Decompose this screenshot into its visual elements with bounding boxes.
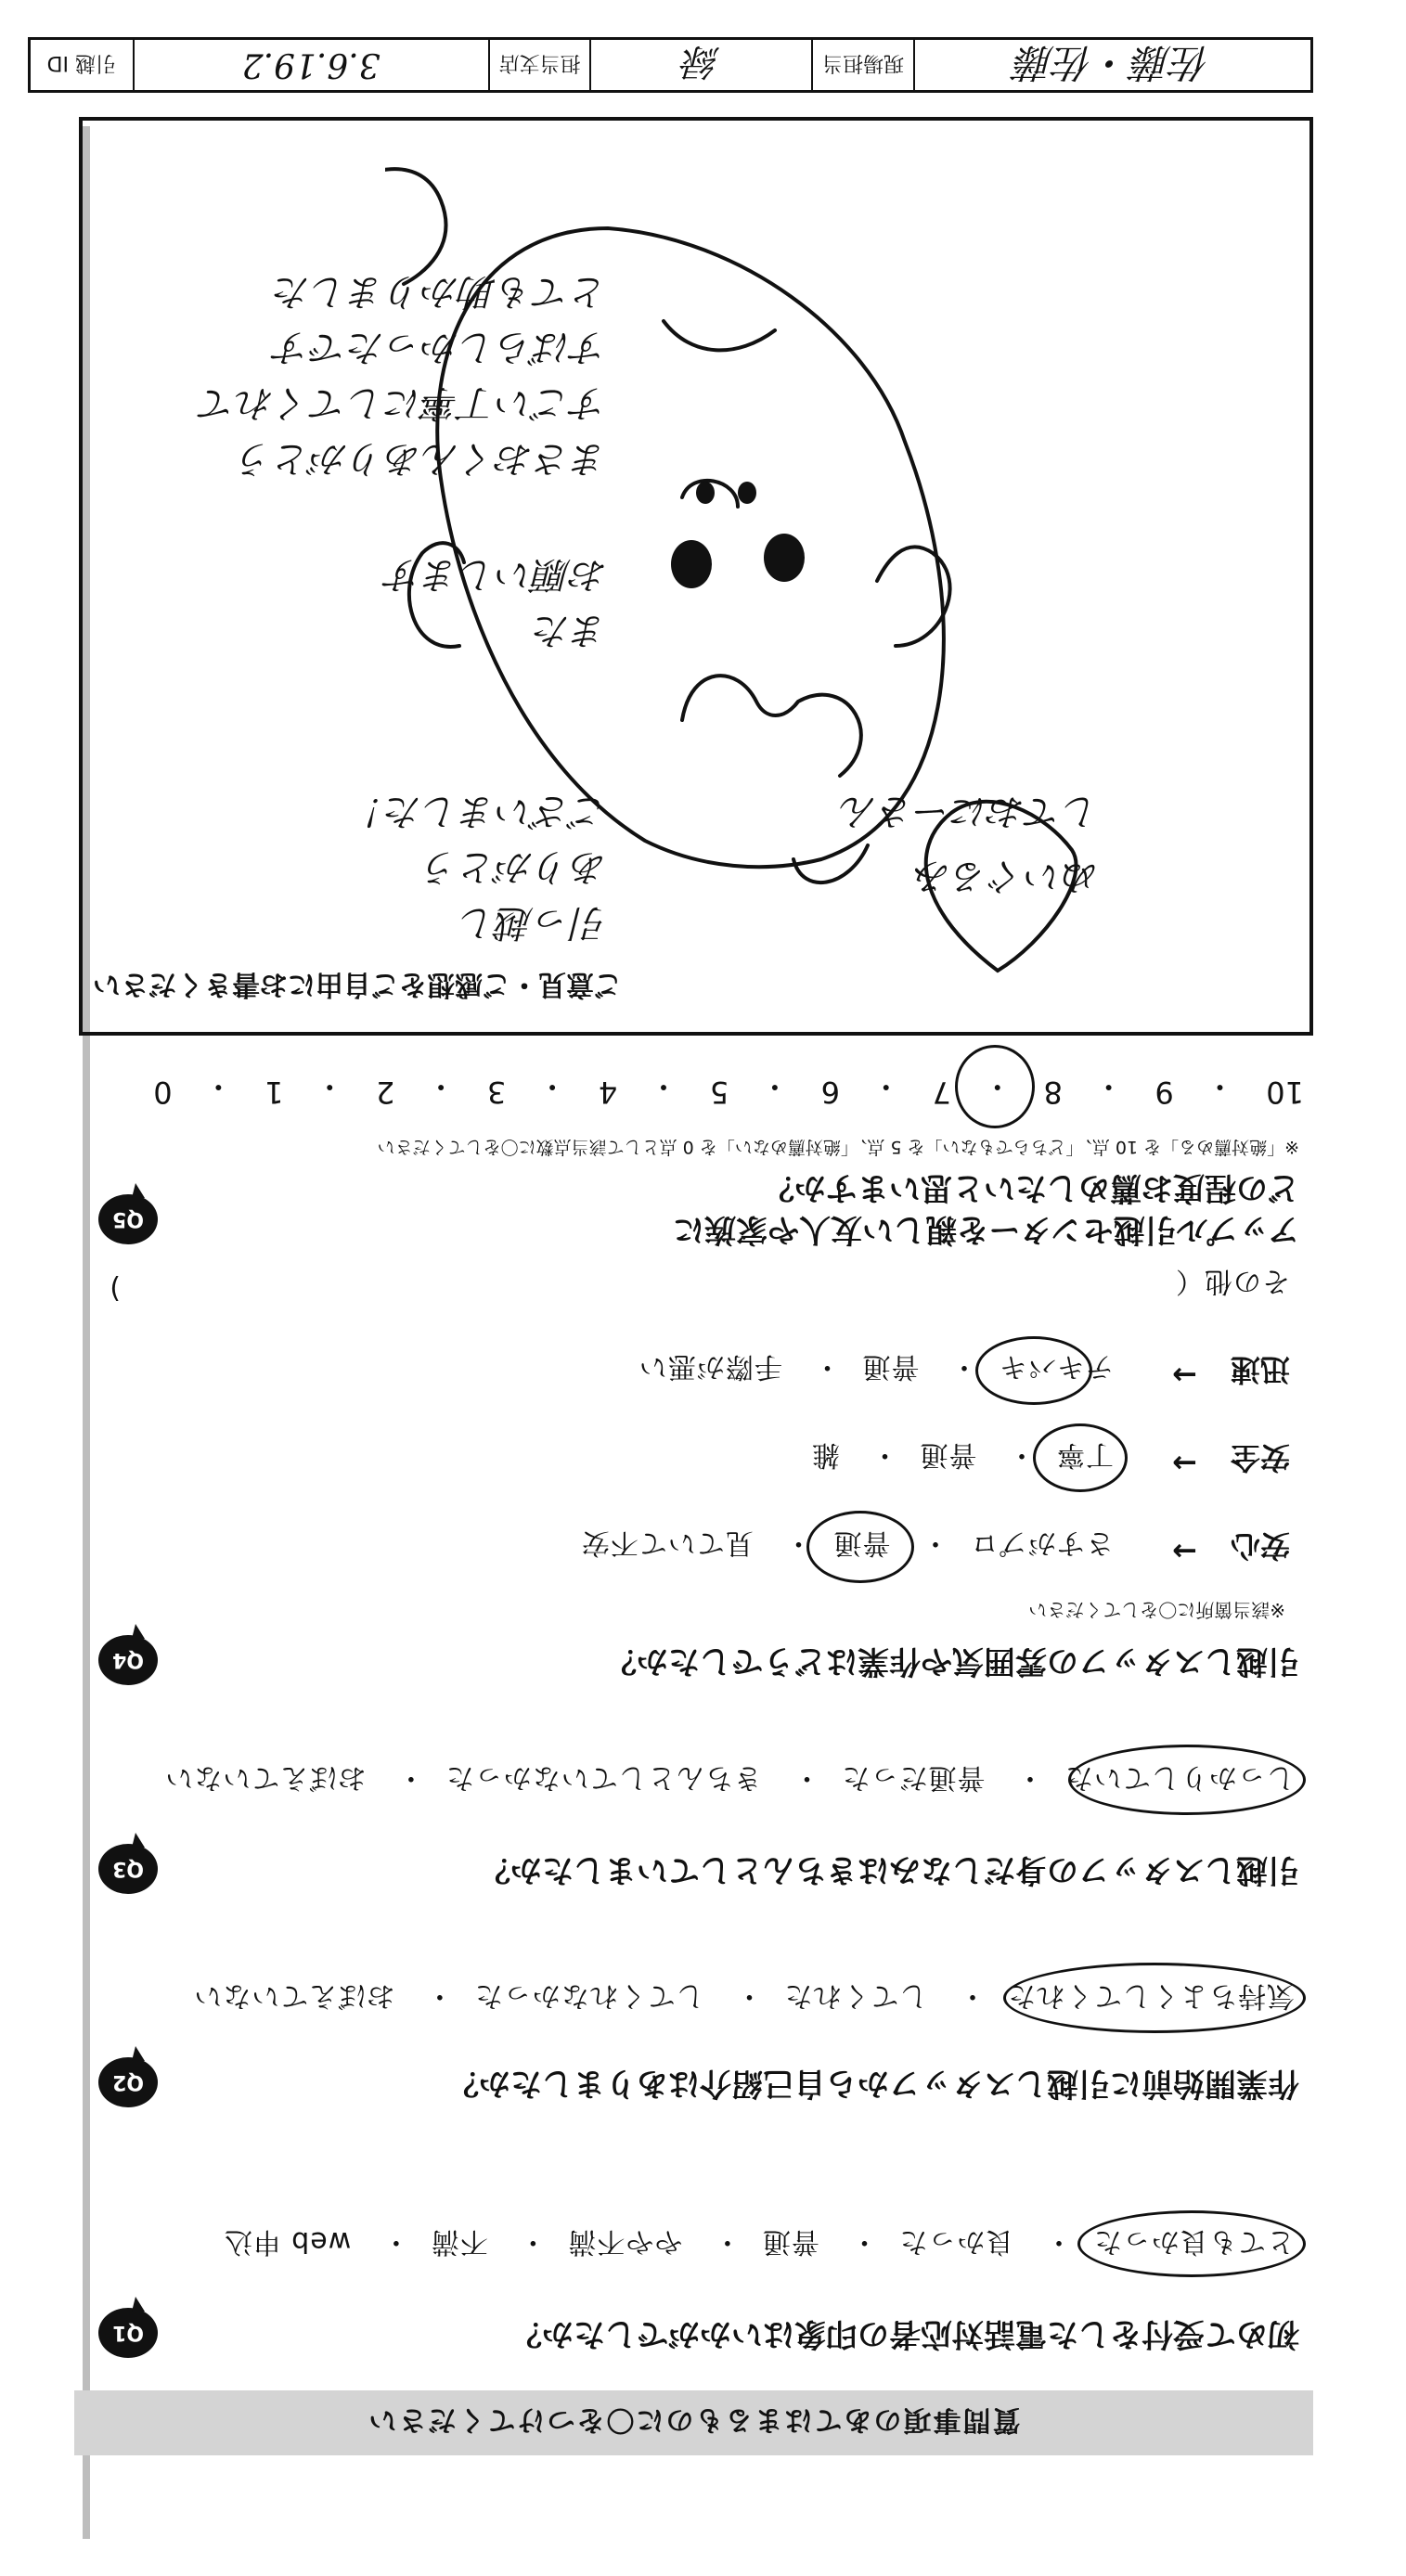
q1-option[interactable]: 普通 (761, 2225, 819, 2258)
q4-option[interactable]: 普通 (861, 1350, 920, 1383)
arrow-icon: → (1172, 1358, 1197, 1393)
handwritten-line: ぬいぐるみ (914, 855, 1100, 897)
q4-option[interactable]: さすがプロ (970, 1526, 1114, 1559)
q2-options: 気持ちよくしてくれた・ してくれた・ してくれなかった・ おぼえていない (193, 1979, 1295, 2012)
q5-selection-circle (955, 1045, 1035, 1128)
score-option[interactable]: 7 (932, 1075, 951, 1110)
q2-selection-circle (1003, 1963, 1306, 2033)
q5-badge: Q5 (98, 1194, 158, 1244)
q2-question: 作業開始前に引越しスタッフから自己紹介はありましたか？ (447, 2065, 1299, 2102)
score-option[interactable]: 0 (153, 1075, 173, 1110)
brow (664, 321, 775, 350)
monkey-face (682, 676, 861, 776)
q4-row-options: さすがプロ・ 普通・ 見ていて不安 (580, 1526, 1114, 1559)
handwritten-line: 引っ越し (459, 901, 608, 944)
arrow-icon: → (1172, 1446, 1197, 1481)
q4-other-close: ) (109, 1272, 121, 1305)
q3-option[interactable]: おぼえていない (164, 1761, 367, 1794)
handwritten-line: ございました！ (348, 790, 608, 832)
office-header (28, 37, 1313, 93)
handwritten-line: お願いします (385, 553, 608, 596)
q1-badge: Q1 (98, 2308, 158, 2358)
q4-badge: Q4 (98, 1635, 158, 1685)
q4-option[interactable]: 雑 (810, 1438, 840, 1471)
q4-row-label: 安全 (1230, 1440, 1290, 1475)
q1-option[interactable]: web 申込 (223, 2225, 352, 2258)
move-id-label: 引越 ID (46, 51, 116, 75)
q4-jinsoku-selection-circle (975, 1336, 1092, 1405)
score-option[interactable]: 3 (486, 1075, 507, 1110)
handwritten-line: すごい丁寧にしてくれて (200, 381, 608, 424)
branch-value: 緑 (589, 40, 811, 90)
q3-option[interactable]: 普通だった (841, 1761, 986, 1794)
q4-row-options: 丁寧・ 普通・ 雑 (810, 1438, 1114, 1471)
q2-option[interactable]: 気持ちよくしてくれた (1007, 1979, 1295, 2012)
q4-row-label: 迅速 (1230, 1352, 1290, 1387)
q4-other[interactable]: その他（ (1175, 1265, 1290, 1297)
score-option[interactable]: 10 (1266, 1075, 1304, 1110)
q1-option[interactable]: とても良かった (1093, 2225, 1295, 2258)
q4-note: ※該当箇所に〇をしてください (1028, 1599, 1285, 1621)
q4-row-label: 安心 (1230, 1528, 1290, 1564)
handwritten-line: まさおくんありがとう (237, 437, 608, 480)
staff-label: 現場担当 (811, 40, 913, 90)
q4-option[interactable]: 手際が悪い (638, 1350, 782, 1383)
score-option[interactable]: 2 (376, 1075, 395, 1110)
q1-selection-circle (1077, 2210, 1306, 2277)
q3-selection-circle (1068, 1745, 1306, 1815)
comments-heading: ご意見・ご感想をご自由にお書きください (93, 968, 622, 1000)
q2-option[interactable]: してくれなかった (473, 1979, 704, 2012)
arrow-icon: → (1172, 1534, 1197, 1569)
q4-option[interactable]: 丁寧 (1056, 1438, 1114, 1471)
q4-anzen-selection-circle (1033, 1423, 1128, 1492)
q3-badge: Q3 (98, 1844, 158, 1894)
q4-option[interactable]: テキパキ (999, 1350, 1114, 1383)
score-option[interactable]: 5 (709, 1075, 729, 1110)
score-option[interactable]: 4 (598, 1075, 618, 1110)
q1-option[interactable]: 良かった (898, 2225, 1014, 2258)
handwritten-line: また (534, 609, 608, 651)
left-nostril (738, 482, 756, 504)
move-id-value: 3.6.19.2 (133, 40, 488, 90)
score-option[interactable]: 9 (1154, 1075, 1174, 1110)
score-option[interactable]: 1 (264, 1075, 284, 1110)
q4-anshin-selection-circle (806, 1511, 914, 1583)
q3-question: 引越しスタッフの身だしなみはきちんとしていましたか？ (479, 1851, 1299, 1888)
q1-question: 初めて受付をした電話対応者の印象はいかがでしたか？ (510, 2315, 1299, 2352)
q2-badge: Q2 (98, 2057, 158, 2107)
q1-option[interactable]: 不満 (430, 2225, 488, 2258)
q3-option[interactable]: きちんとしていなかった (445, 1761, 762, 1794)
q3-options: しっかりしていた・ 普通だった・ きちんとしていなかった・ おぼえていない (164, 1761, 1295, 1794)
q4-option[interactable]: 普通 (832, 1526, 891, 1559)
q4-question: 引越しスタッフの雰囲気や作業はどうでしたか？ (605, 1642, 1299, 1680)
handwritten-line: ありがとう (422, 845, 608, 888)
q1-options: とても良かった・ 良かった・ 普通・ やや不満・ 不満・ web 申込 (223, 2225, 1295, 2258)
q2-option[interactable]: してくれた (783, 1979, 928, 2012)
handwritten-line: とても助かりました (274, 270, 608, 313)
left-eye (764, 534, 805, 582)
q4-option[interactable]: 普通 (919, 1438, 977, 1471)
hand (385, 169, 445, 284)
q5-note: ※「絶対薦める」を 10 点、「どちらでもない」を 5 点、「絶対薦めない」を 0 点として該当点数に〇をしてください (377, 1137, 1299, 1157)
q4-option[interactable]: 見ていて不安 (580, 1526, 754, 1559)
score-option[interactable]: 6 (820, 1075, 841, 1110)
right-eye (671, 540, 712, 588)
q5-score-scale: 10 ・ 9 ・ 8 ・ 7 ・ 6 ・ 5 ・ 4 ・ 3 ・ 2 ・ 1 ・ 0 (153, 1069, 1304, 1110)
q5-question-line2: どの程度お薦めしたいと思いますか？ (763, 1169, 1299, 1206)
handwritten-line: すばらしかったです (274, 326, 608, 368)
q3-option[interactable]: しっかりしていた (1064, 1761, 1295, 1794)
q5-question-line1: アップル引越センターを親しい友人や家族に (673, 1211, 1299, 1248)
instructions-banner: 質問事項のあてはまるものに〇をつけてください (74, 2390, 1313, 2455)
branch-label: 担当支店 (488, 40, 590, 90)
handwritten-line: しておにーさん (840, 790, 1100, 832)
q2-option[interactable]: おぼえていない (193, 1979, 395, 2012)
q1-option[interactable]: やや不満 (567, 2225, 683, 2258)
score-option[interactable]: 8 (1043, 1075, 1063, 1110)
staff-value: 佐藤・佐藤 (913, 40, 1310, 90)
q4-row-options: テキパキ・ 普通・ 手際が悪い (638, 1350, 1114, 1383)
right-nostril (696, 482, 715, 504)
